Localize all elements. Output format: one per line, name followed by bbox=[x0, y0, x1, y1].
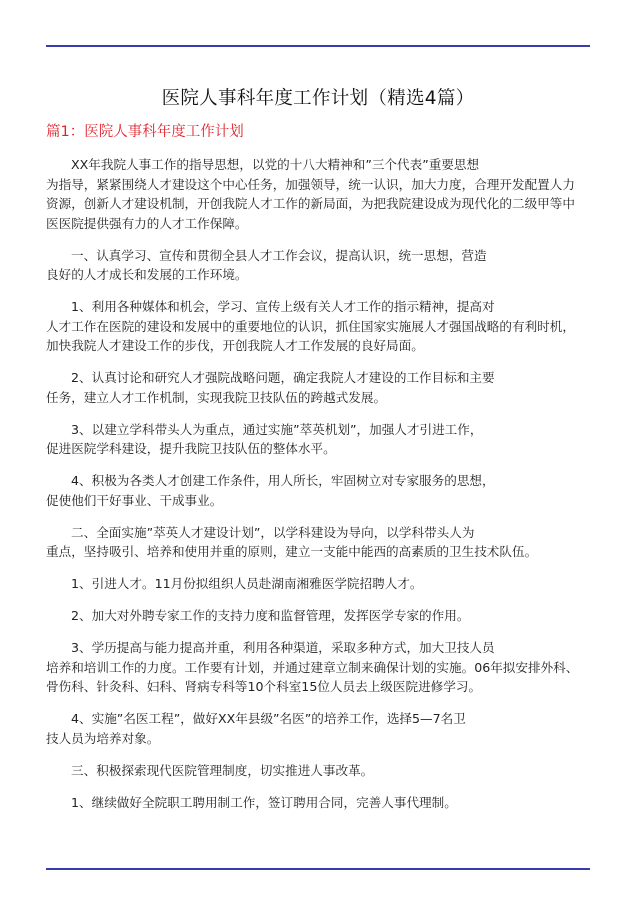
section-heading: 篇1：医院人事科年度工作计划 bbox=[46, 124, 244, 140]
paragraph bbox=[46, 523, 596, 562]
paragraph bbox=[46, 793, 596, 813]
paragraph-line: 1、利用各种媒体和机会，学习、宣传上级有关人才工作的指示精神，提高对 bbox=[71, 299, 495, 314]
paragraph bbox=[46, 471, 596, 510]
paragraph bbox=[46, 709, 596, 748]
paragraph-line: 2、加大对外聘专家工作的支持力度和监督管理，发挥医学专家的作用。 bbox=[71, 608, 470, 623]
paragraph-line: 医医院提供强有力的人才工作保障。 bbox=[46, 215, 248, 231]
paragraph bbox=[46, 155, 596, 233]
paragraph-line: 加快我院人才建设工作的步伐，开创我院人才工作发展的良好局面。 bbox=[46, 338, 424, 353]
paragraph-line: 二、全面实施”萃英人才建设计划”，以学科建设为导向，以学科带头人为 bbox=[71, 524, 475, 540]
paragraph bbox=[46, 368, 596, 407]
paragraph-line: 3、以建立学科带头人为重点，通过实施”萃英机划”，加强人才引进工作， bbox=[71, 421, 483, 437]
paragraph-line: 1、引进人才。11月份拟组织人员赴湖南湘雅医学院招聘人才。 bbox=[71, 576, 423, 591]
paragraph-line: 1、继续做好全院职工聘用制工作，签订聘用合同，完善人事代理制。 bbox=[71, 794, 457, 810]
document-title: 医院人事科年度工作计划（精选4篇） bbox=[161, 88, 475, 109]
paragraph bbox=[46, 761, 596, 781]
paragraph-line: 人才工作在医院的建设和发展中的重要地位的认识，抓住国家实施展人才强国战略的有利时机， bbox=[46, 318, 575, 334]
top-rule bbox=[46, 45, 590, 47]
paragraph bbox=[46, 246, 596, 285]
paragraph-line: 技人员为培养对象。 bbox=[46, 730, 160, 746]
paragraph bbox=[46, 606, 596, 626]
paragraph-line: 培养和培训工作的力度。工作要有计划，并通过建章立制来确保计划的实施。06年拟安排外科、 bbox=[46, 659, 579, 675]
paragraph-line: 三、积极探索现代医院管理制度，切实推进人事改革。 bbox=[71, 762, 374, 778]
bottom-rule bbox=[46, 868, 590, 870]
paragraph-line: 促进医院学科建设，提升我院卫技队伍的整体水平。 bbox=[46, 441, 336, 456]
paragraph-line: 3、学历提高与能力提高并重，利用各种渠道，采取多种方式，加大卫技人员 bbox=[71, 640, 495, 655]
paragraph-line: 骨伤科、针灸科、妇科、肾病专科等10个科室15位人员去上级医院进修学习。 bbox=[46, 679, 482, 694]
paragraph-line: 资源，创新人才建设机制，开创我院人才工作的新局面，为把我院建设成为现代化的二级甲等中 bbox=[46, 196, 575, 211]
paragraph bbox=[46, 574, 596, 594]
paragraph-line: 为指导，紧紧围绕人才建设这个中心任务，加强领导，统一认识，加大力度，合理开发配置人力 bbox=[46, 176, 575, 192]
paragraph-line: XX年我院人事工作的指导思想，以党的十八大精神和”三个代表”重要思想 bbox=[71, 157, 480, 172]
paragraph-line: 一、认真学习、宣传和贯彻全县人才工作会议，提高认识，统一思想，营造 bbox=[71, 247, 487, 263]
paragraph-line: 任务，建立人才工作机制，实现我院卫技队伍的跨越式发展。 bbox=[46, 389, 387, 405]
paragraph-line: 重点，坚持吸引、培养和使用并重的原则，建立一支能中能西的高素质的卫生技术队伍。 bbox=[46, 544, 538, 559]
paragraph-line: 良好的人才成长和发展的工作环境。 bbox=[46, 267, 248, 282]
paragraph-line: 2、认真讨论和研究人才强院战略问题，确定我院人才建设的工作目标和主要 bbox=[71, 370, 495, 385]
paragraph-line: 4、积极为各类人才创建工作条件，用人所长，牢固树立对专家服务的思想， bbox=[71, 473, 495, 488]
paragraph bbox=[46, 420, 596, 459]
paragraph-line: 4、实施”名医工程”，做好XX年县级”名医”的培养工作，选择5—7名卫 bbox=[71, 711, 466, 726]
paragraph bbox=[46, 297, 596, 356]
paragraph-line: 促使他们干好事业、干成事业。 bbox=[46, 492, 223, 508]
document-body bbox=[46, 155, 596, 825]
paragraph bbox=[46, 638, 596, 697]
